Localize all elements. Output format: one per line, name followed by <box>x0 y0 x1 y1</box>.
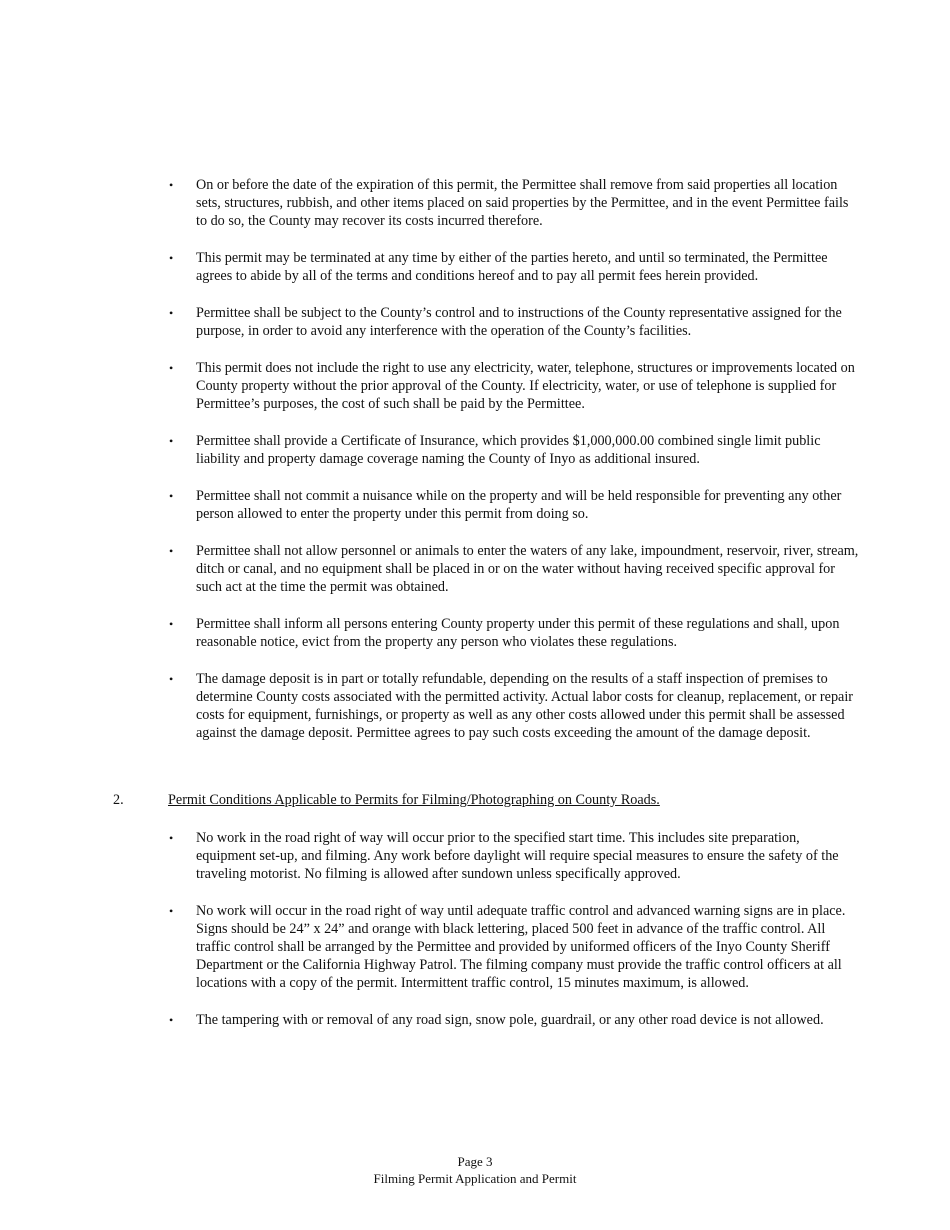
bullet-text: Permittee shall not commit a nuisance while on the property and will be held responsible for preventing any other person allowed to enter the property under this permit from doing so. <box>196 488 842 522</box>
section-heading <box>0 791 950 809</box>
list-item <box>0 487 860 523</box>
list-item <box>0 902 860 992</box>
list-item <box>0 359 860 413</box>
list-item <box>0 615 860 651</box>
section2-bullet-list <box>0 829 950 1048</box>
bullet-icon: • <box>169 251 174 265</box>
list-item <box>0 304 860 340</box>
list-item <box>0 542 860 596</box>
bullet-icon: • <box>169 489 174 503</box>
list-item <box>0 432 860 468</box>
bullet-text: Permittee shall inform all persons entering County property under this permit of these regulations and shall, upon reasonable notice, evict from the property any person who violates these regulations. <box>196 616 840 650</box>
bullet-icon: • <box>169 178 174 192</box>
bullet-text: Permittee shall not allow personnel or animals to enter the waters of any lake, impoundment, reservoir, river, stream, ditch or canal, and no equipment shall be placed in or on the water without having received specific approval for such act at the time the permit was obtained. <box>196 543 859 595</box>
bullet-icon: • <box>169 544 174 558</box>
bullet-icon: • <box>169 306 174 320</box>
page-number: Page 3 <box>457 1154 493 1169</box>
bullet-icon: • <box>169 672 174 686</box>
bullet-icon: • <box>169 361 174 375</box>
bullet-text: The tampering with or removal of any road sign, snow pole, guardrail, or any other road device is not allowed. <box>196 1012 824 1028</box>
bullet-text: This permit may be terminated at any time by either of the parties hereto, and until so terminated, the Permittee agrees to abide by all of the terms and conditions hereof and to pay all permit fees herein provided. <box>196 250 828 284</box>
bullet-icon: • <box>169 1013 174 1027</box>
list-item <box>0 1011 860 1029</box>
bullet-icon: • <box>169 831 174 845</box>
list-item <box>0 829 860 883</box>
list-item <box>0 670 860 742</box>
bullet-icon: • <box>169 904 174 918</box>
bullet-text: This permit does not include the right to use any electricity, water, telephone, structures or improvements located on County property without the prior approval of the County. If electricity, water, or use of telephone is supplied for Permittee’s purposes, the cost of such shall be paid by the Permittee. <box>196 360 855 412</box>
section-title: Permit Conditions Applicable to Permits for Filming/Photographing on County Roads. <box>168 792 660 808</box>
bullet-text: No work in the road right of way will occur prior to the specified start time. This includes site preparation, equipment set-up, and filming. Any work before daylight will require special measures to ensure the safety of the traveling motorist. No filming is allowed after sundown unless specifically approved. <box>196 830 839 882</box>
bullet-icon: • <box>169 434 174 448</box>
bullet-text: No work will occur in the road right of way until adequate traffic control and advanced warning signs are in place. Signs should be 24” x 24” and orange with black lettering, placed 500 feet in advance of the traffic control. All traffic control shall be arranged by the Permittee and provided by uniformed officers of the Inyo County Sheriff Department or the California Highway Patrol. The filming company must provide the traffic control officers at all locations with a copy of the permit. Intermittent traffic control, 15 minutes maximum, is allowed. <box>196 903 846 991</box>
section-number: 2. <box>113 792 124 808</box>
bullet-text: Permittee shall provide a Certificate of Insurance, which provides $1,000,000.00 combined single limit public liability and property damage coverage naming the County of Inyo as additional insured. <box>196 433 821 467</box>
section1-bullet-list <box>0 176 950 761</box>
bullet-text: On or before the date of the expiration of this permit, the Permittee shall remove from said properties all location sets, structures, rubbish, and other items placed on said properties by the Permittee, and in the event Permittee fails to do so, the County may recover its costs incurred therefore. <box>196 177 849 229</box>
bullet-icon: • <box>169 617 174 631</box>
list-item <box>0 176 860 230</box>
list-item <box>0 249 860 285</box>
footer-document-title: Filming Permit Application and Permit <box>373 1171 577 1186</box>
bullet-text: The damage deposit is in part or totally refundable, depending on the results of a staff inspection of premises to determine County costs associated with the permitted activity. Actual labor costs for cleanup, replacement, or repair costs for equipment, furnishings, or property as well as any other costs allowed under this permit shall be assessed against the damage deposit. Permittee agrees to pay such costs exceeding the amount of the damage deposit. <box>196 671 854 741</box>
bullet-text: Permittee shall be subject to the County’s control and to instructions of the County representative assigned for the purpose, in order to avoid any interference with the operation of the County’s facilities. <box>196 305 842 339</box>
